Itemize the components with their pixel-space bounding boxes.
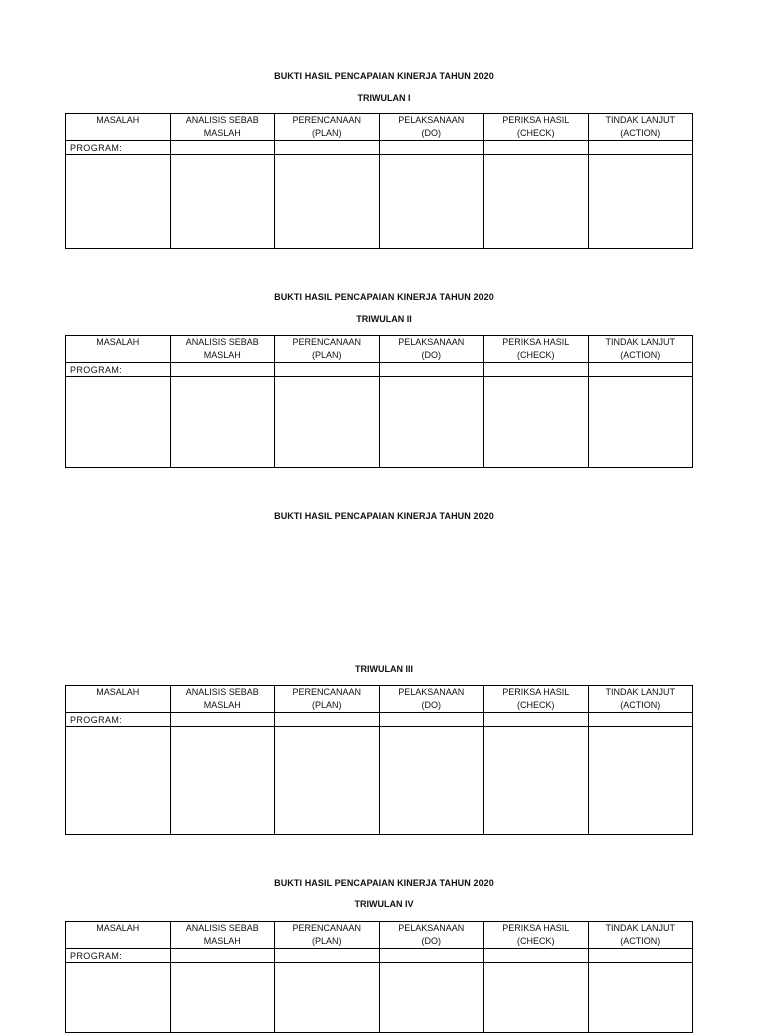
header-pelaksanaan: PELAKSANAAN (DO) xyxy=(379,922,484,949)
header-periksa: PERIKSA HASIL (CHECK) xyxy=(484,336,589,363)
program-label: PROGRAM: xyxy=(66,949,171,963)
program-label: PROGRAM: xyxy=(66,713,171,727)
content-cell-check[interactable] xyxy=(484,963,589,1033)
header-pelaksanaan: PELAKSANAAN (DO) xyxy=(379,336,484,363)
quarter-title: TRIWULAN III xyxy=(355,664,413,674)
header-tindak-lanjut: TINDAK LANJUT (ACTION) xyxy=(588,114,693,141)
content-cell-check[interactable] xyxy=(484,377,589,468)
document-title: BUKTI HASIL PENCAPAIAN KINERJA TAHUN 2020 xyxy=(274,71,494,81)
program-cell[interactable] xyxy=(588,713,693,727)
program-cell[interactable] xyxy=(275,363,380,377)
header-periksa: PERIKSA HASIL (CHECK) xyxy=(484,922,589,949)
header-pelaksanaan: PELAKSANAAN (DO) xyxy=(379,114,484,141)
pdca-table xyxy=(65,113,693,249)
content-cell-do[interactable] xyxy=(379,155,484,249)
table-header-row xyxy=(66,922,693,949)
header-masalah: MASALAH xyxy=(66,336,171,363)
program-cell[interactable] xyxy=(379,949,484,963)
document-title: BUKTI HASIL PENCAPAIAN KINERJA TAHUN 2020 xyxy=(274,878,494,888)
content-cell-plan[interactable] xyxy=(275,963,380,1033)
content-cell-masalah[interactable] xyxy=(66,727,171,835)
program-cell[interactable] xyxy=(275,949,380,963)
program-cell[interactable] xyxy=(170,949,275,963)
program-cell[interactable] xyxy=(484,363,589,377)
header-analisis: ANALISIS SEBAB MASLAH xyxy=(170,922,275,949)
header-analisis: ANALISIS SEBAB MASLAH xyxy=(170,114,275,141)
program-label: PROGRAM: xyxy=(66,141,171,155)
content-cell-action[interactable] xyxy=(588,727,693,835)
table-header-row xyxy=(66,686,693,713)
program-row xyxy=(66,949,693,963)
header-pelaksanaan: PELAKSANAAN (DO) xyxy=(379,686,484,713)
program-label: PROGRAM: xyxy=(66,363,171,377)
content-cell-masalah[interactable] xyxy=(66,377,171,468)
content-cell-analisis[interactable] xyxy=(170,963,275,1033)
content-cell-action[interactable] xyxy=(588,155,693,249)
content-row xyxy=(66,377,693,468)
header-perencanaan: PERENCANAAN (PLAN) xyxy=(275,114,380,141)
header-masalah: MASALAH xyxy=(66,114,171,141)
program-cell[interactable] xyxy=(379,363,484,377)
content-cell-action[interactable] xyxy=(588,963,693,1033)
program-cell[interactable] xyxy=(588,141,693,155)
table-header-row xyxy=(66,336,693,363)
header-perencanaan: PERENCANAAN (PLAN) xyxy=(275,686,380,713)
content-cell-do[interactable] xyxy=(379,727,484,835)
content-cell-action[interactable] xyxy=(588,377,693,468)
header-periksa: PERIKSA HASIL (CHECK) xyxy=(484,114,589,141)
header-tindak-lanjut: TINDAK LANJUT (ACTION) xyxy=(588,922,693,949)
program-cell[interactable] xyxy=(588,949,693,963)
header-periksa: PERIKSA HASIL (CHECK) xyxy=(484,686,589,713)
header-tindak-lanjut: TINDAK LANJUT (ACTION) xyxy=(588,336,693,363)
program-cell[interactable] xyxy=(484,713,589,727)
content-cell-masalah[interactable] xyxy=(66,155,171,249)
pdca-table xyxy=(65,335,693,468)
program-cell[interactable] xyxy=(275,713,380,727)
content-cell-masalah[interactable] xyxy=(66,963,171,1033)
content-cell-analisis[interactable] xyxy=(170,155,275,249)
program-cell[interactable] xyxy=(588,363,693,377)
header-perencanaan: PERENCANAAN (PLAN) xyxy=(275,922,380,949)
program-row xyxy=(66,713,693,727)
header-masalah: MASALAH xyxy=(66,686,171,713)
program-cell[interactable] xyxy=(484,141,589,155)
content-cell-plan[interactable] xyxy=(275,155,380,249)
content-cell-check[interactable] xyxy=(484,727,589,835)
header-tindak-lanjut: TINDAK LANJUT (ACTION) xyxy=(588,686,693,713)
quarter-title: TRIWULAN IV xyxy=(354,899,414,909)
content-cell-analisis[interactable] xyxy=(170,377,275,468)
program-row xyxy=(66,141,693,155)
content-row xyxy=(66,155,693,249)
program-cell[interactable] xyxy=(275,141,380,155)
pdca-table xyxy=(65,685,693,835)
header-analisis: ANALISIS SEBAB MASLAH xyxy=(170,336,275,363)
content-row xyxy=(66,963,693,1033)
content-cell-plan[interactable] xyxy=(275,727,380,835)
content-cell-analisis[interactable] xyxy=(170,727,275,835)
program-cell[interactable] xyxy=(379,141,484,155)
table-header-row xyxy=(66,114,693,141)
program-cell[interactable] xyxy=(170,713,275,727)
quarter-title: TRIWULAN II xyxy=(356,314,412,324)
content-cell-do[interactable] xyxy=(379,377,484,468)
content-cell-plan[interactable] xyxy=(275,377,380,468)
document-title: BUKTI HASIL PENCAPAIAN KINERJA TAHUN 2020 xyxy=(274,292,494,302)
program-cell[interactable] xyxy=(484,949,589,963)
header-analisis: ANALISIS SEBAB MASLAH xyxy=(170,686,275,713)
program-row xyxy=(66,363,693,377)
pdca-table xyxy=(65,921,693,1033)
header-perencanaan: PERENCANAAN (PLAN) xyxy=(275,336,380,363)
document-title: BUKTI HASIL PENCAPAIAN KINERJA TAHUN 2020 xyxy=(274,511,494,521)
content-cell-do[interactable] xyxy=(379,963,484,1033)
header-masalah: MASALAH xyxy=(66,922,171,949)
program-cell[interactable] xyxy=(170,363,275,377)
content-cell-check[interactable] xyxy=(484,155,589,249)
program-cell[interactable] xyxy=(379,713,484,727)
quarter-title: TRIWULAN I xyxy=(357,93,411,103)
program-cell[interactable] xyxy=(170,141,275,155)
content-row xyxy=(66,727,693,835)
